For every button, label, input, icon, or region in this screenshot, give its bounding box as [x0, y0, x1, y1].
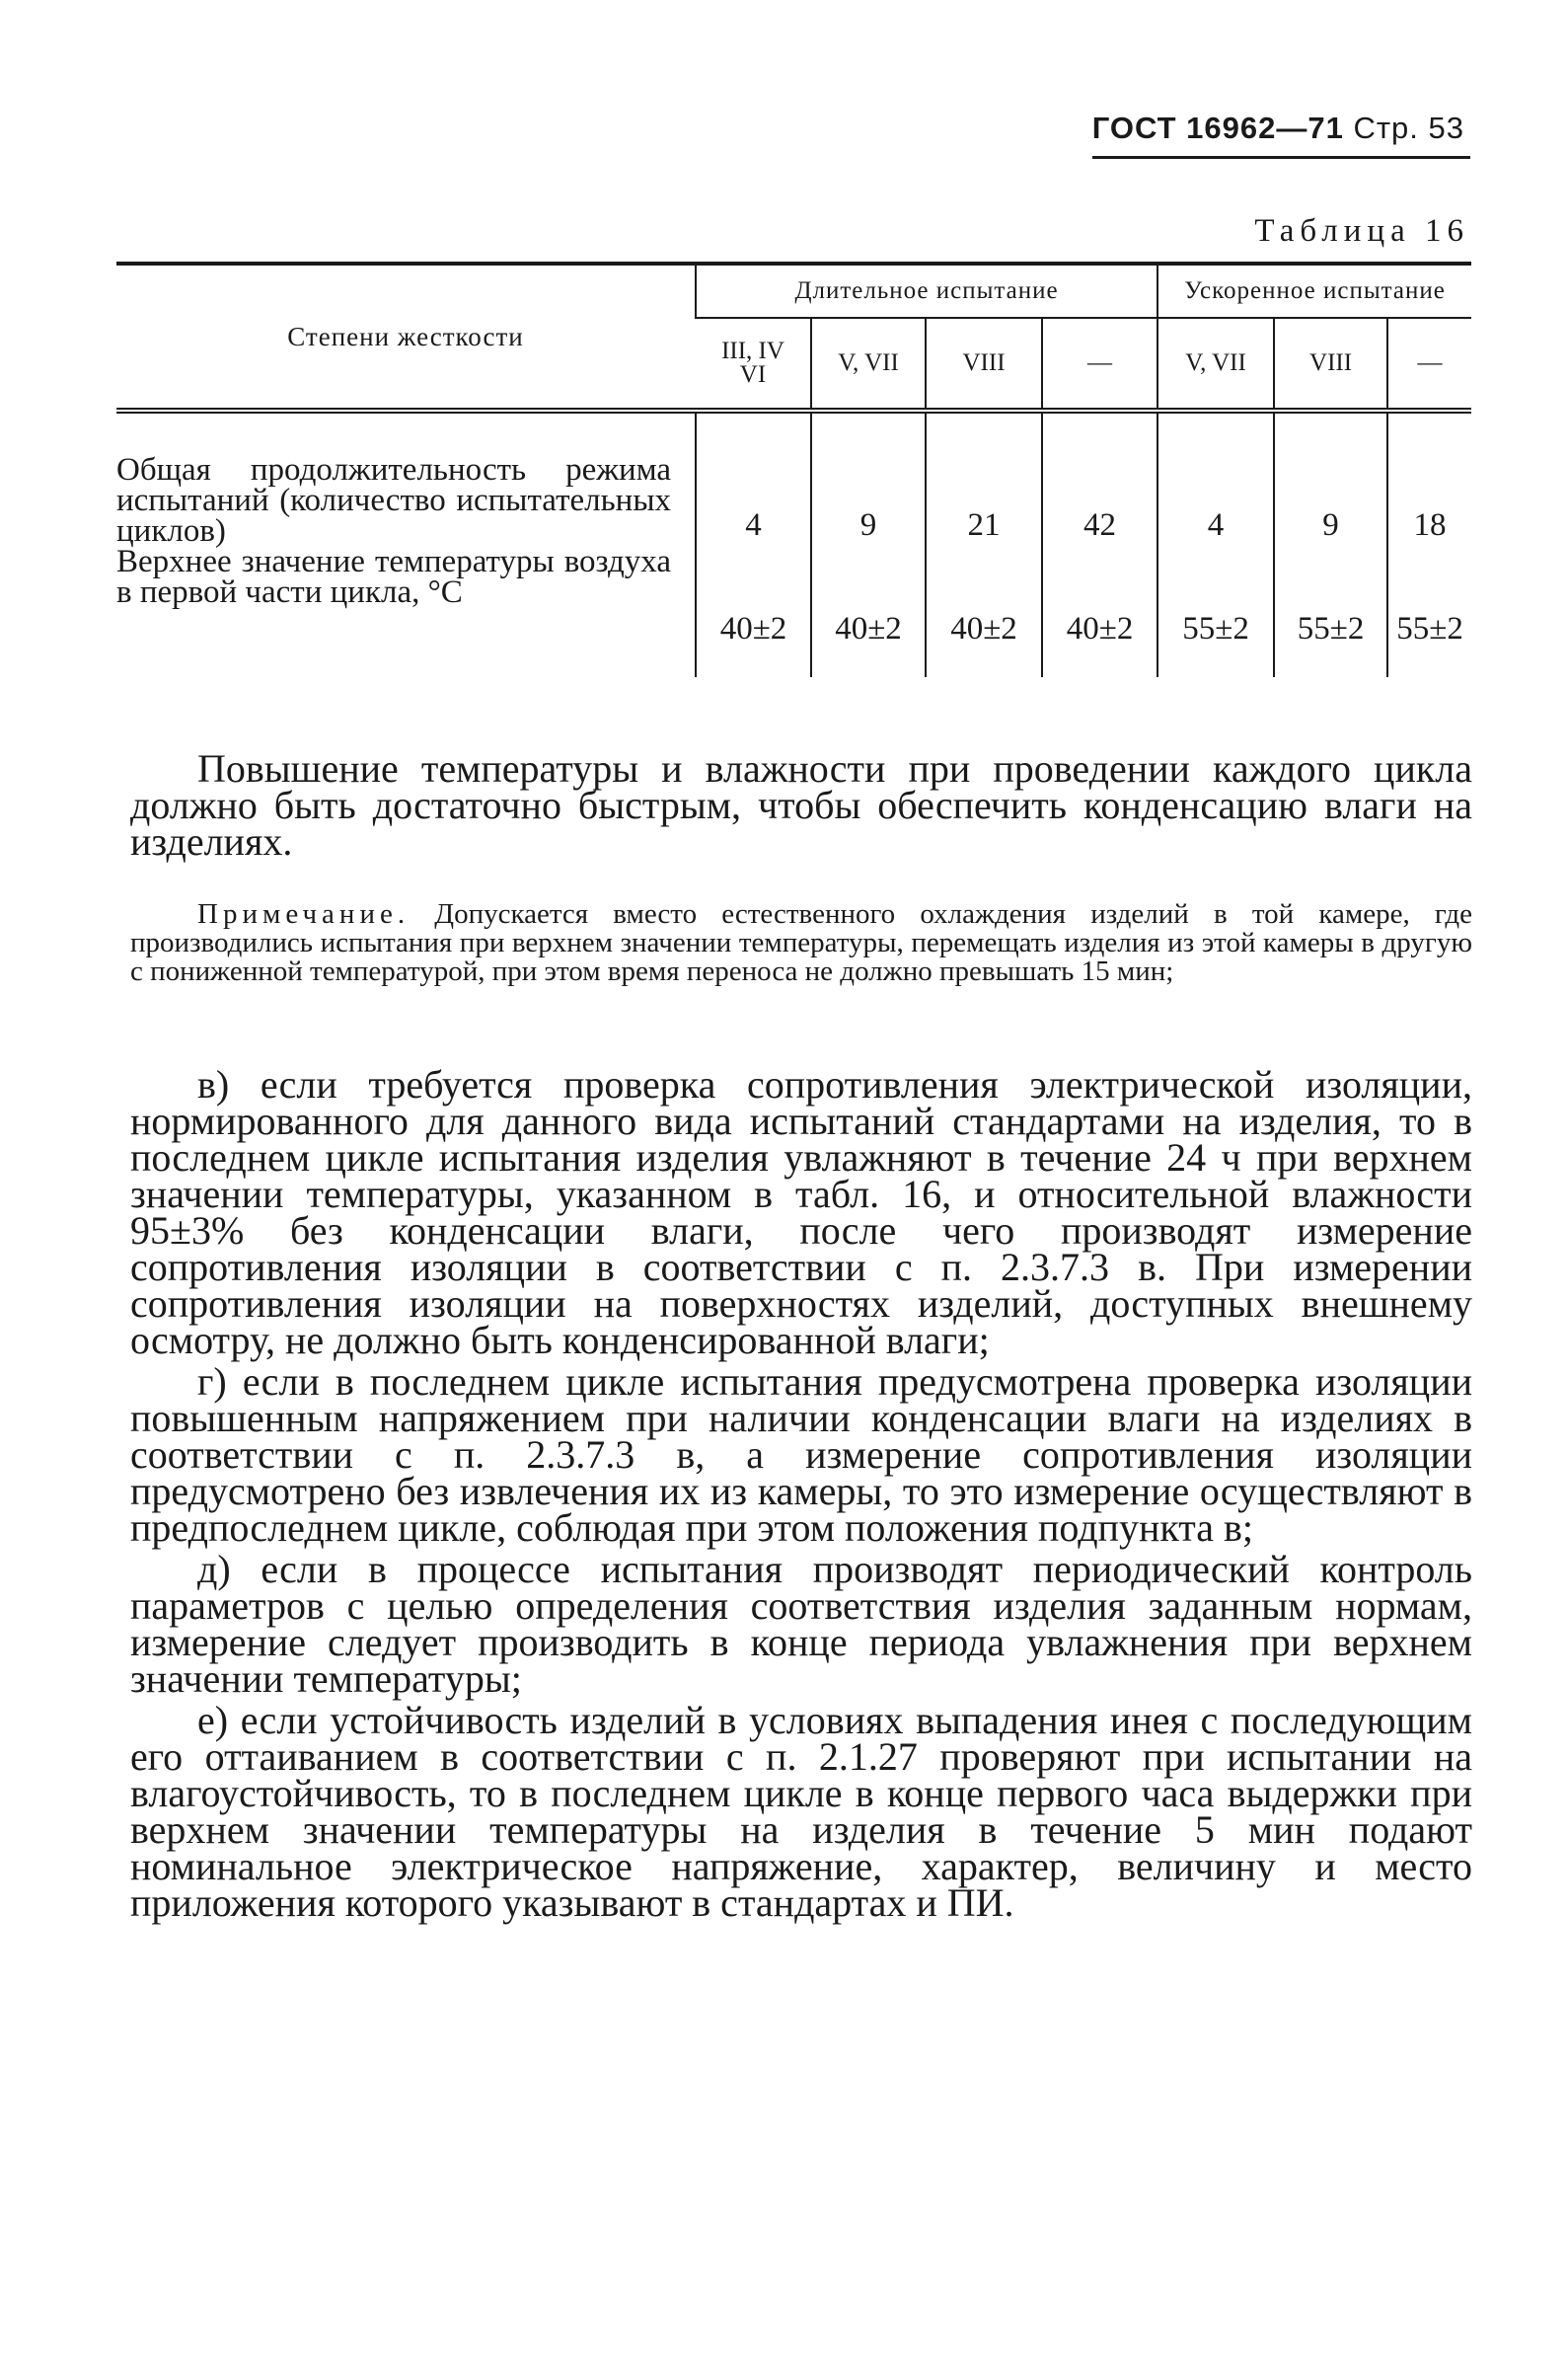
- table-16: [116, 262, 1471, 677]
- column-header-label: III, IV VI: [721, 338, 784, 388]
- list-item-e: е) если устойчивость изделий в условиях выпадения инея с последующим его оттаиванием в соответствии с п. 2.1.27 проверяют при испытании на влагоустойчивость, то в последнем цикле в конце первого часа выдержки при верхнем значении температуры на изделия в течение 5 мин подают номинальное электрическое напряжение, характер, величину и место приложения которого указывают в стандартах и ПИ.: [130, 1698, 1472, 1925]
- row-label-cycles: Общая продолжительность режима испытаний (количество испытательных циклов): [116, 452, 671, 549]
- temperature-value: 55±2: [1396, 611, 1463, 647]
- list-item-g: г) если в последнем цикле испытания предусмотрена проверка изоляции повышенным напряжением при наличии конденсации влаги на изделиях в соответствии с п. 2.3.7.3 в, а измерение сопротивления изоляции предусмотрено без извлечения их из камеры, то это измерение осуществляют в предпоследнем цикле, соблюдая при этом положения подпункта в;: [130, 1359, 1472, 1550]
- note-label: Примечание.: [197, 898, 411, 930]
- column-header: V, VII: [811, 318, 926, 411]
- row-label-temperature: Верхнее значение температуры воздуха в первой части цикла, °С: [116, 544, 671, 610]
- note: [130, 900, 1472, 986]
- temperature-value: 40±2: [1066, 611, 1134, 647]
- value-cell: [1387, 411, 1471, 677]
- cycles-value: 4: [1207, 507, 1225, 543]
- header-rule: [1092, 156, 1470, 159]
- column-header: VIII: [926, 318, 1042, 411]
- temperature-value: 55±2: [1182, 611, 1249, 647]
- column-header: —: [1042, 318, 1157, 411]
- group-header-long-test: Длительное испытание: [696, 264, 1157, 318]
- cycles-value: 21: [967, 507, 1001, 543]
- cycles-value: 4: [745, 507, 762, 543]
- temperature-value: 40±2: [950, 611, 1017, 647]
- value-cell: [1042, 411, 1157, 677]
- cycles-value: 18: [1413, 507, 1447, 543]
- page-number: Стр. 53: [1353, 111, 1464, 145]
- list-item-v: в) если требуется проверка сопротивления электрической изоляции, нормированного для данного вида испытаний стандартами на изделия, то в последнем цикле испытания изделия увлажняют в течение 24 ч при верхнем значении температуры, указанном в табл. 16, и относительной влажности 95±3% без конденсации влаги, после чего производят измерение сопротивления изоляции в соответствии с п. 2.3.7.3 в. При измерении сопротивления изоляции на поверхностях изделий, доступных внешнему осмотру, не должно быть конденсированной влаги;: [130, 1062, 1472, 1362]
- cycles-value: 9: [1322, 507, 1339, 543]
- column-header: V, VII: [1157, 318, 1274, 411]
- paragraph-condensation: Повышение температуры и влажности при проведении каждого цикла должно быть достаточно быстрым, чтобы обеспечить конденсацию влаги на изделиях.: [130, 746, 1472, 864]
- table-row: [116, 411, 1471, 677]
- cycles-value: 9: [859, 507, 877, 543]
- note-text: Допускается вместо естественного охлаждения изделий в той камере, где производились испытания при верхнем значении температуры, перемещать изделия из этой камеры в другую с пониженной температурой, при этом время переноса не должно превышать 15 мин;: [130, 898, 1473, 987]
- group-header-accelerated-test: Ускоренное испытание: [1157, 264, 1471, 318]
- cycles-value: 42: [1083, 507, 1117, 543]
- page-header: [1092, 111, 1464, 146]
- row-labels: [116, 411, 696, 677]
- value-cell: [1157, 411, 1274, 677]
- column-header: VIII: [1274, 318, 1387, 411]
- column-header: [696, 318, 811, 411]
- stub-header: Степени жесткости: [116, 264, 696, 411]
- temperature-value: 40±2: [719, 611, 787, 647]
- value-cell: [811, 411, 926, 677]
- temperature-value: 40±2: [835, 611, 902, 647]
- list-items: [130, 1062, 1472, 1926]
- temperature-value: 55±2: [1297, 611, 1365, 647]
- list-item-d: д) если в процессе испытания производят периодический контроль параметров с целью определения соответствия изделия заданным нормам, измерение следует производить в конце периода увлажнения при верхнем значении температуры;: [130, 1547, 1472, 1701]
- document-code: ГОСТ 16962—71: [1091, 111, 1344, 145]
- column-header: —: [1387, 318, 1471, 411]
- value-cell: [696, 411, 811, 677]
- value-cell: [926, 411, 1042, 677]
- table-caption: Таблица 16: [1254, 213, 1469, 249]
- value-cell: [1274, 411, 1387, 677]
